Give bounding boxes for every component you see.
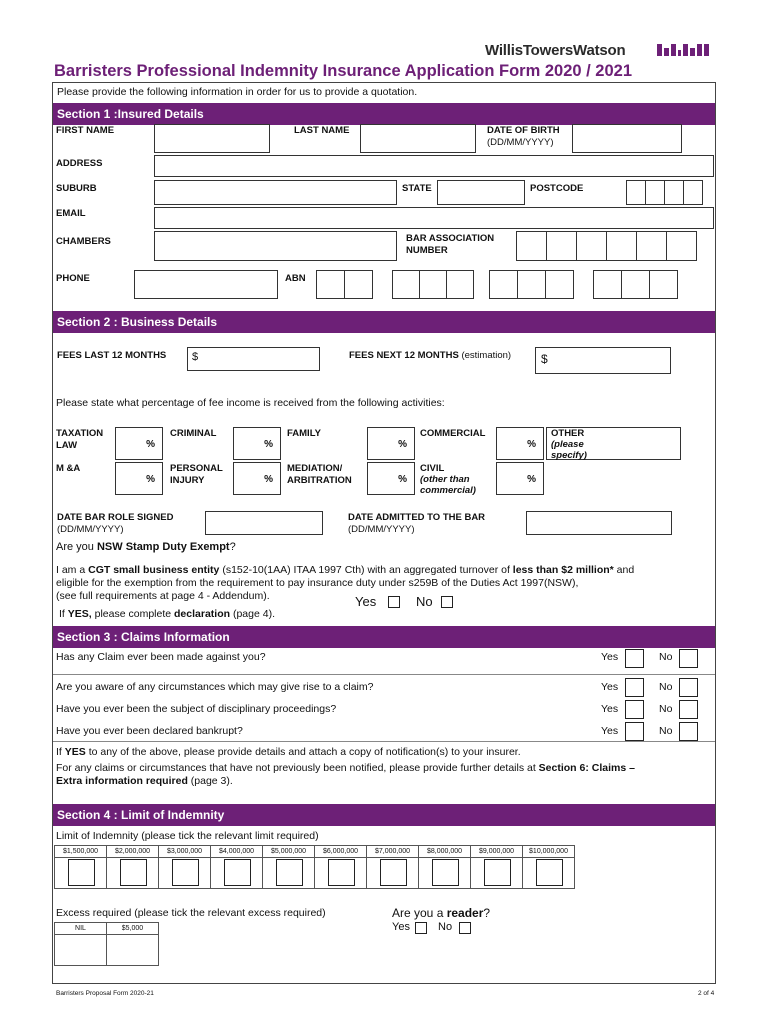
excess-prompt: Excess required (please tick the relevant excess required) <box>56 907 326 919</box>
intro-text: Please provide the following information in order for us to provide a quotation. <box>57 86 418 98</box>
stamp-yes-label: Yes <box>355 594 377 609</box>
limit-checkbox[interactable] <box>432 859 459 886</box>
abn-cells[interactable] <box>316 270 372 299</box>
act-personal-label-2: INJURY <box>170 475 205 486</box>
dollar-sign: $ <box>192 351 199 363</box>
limit-checkbox[interactable] <box>120 859 147 886</box>
claim-question-3: Have you ever been the subject of disciplinary proceedings? <box>56 703 337 715</box>
footer-form-name: Barristers Proposal Form 2020-21 <box>56 990 154 997</box>
fees-last-field[interactable] <box>187 347 320 371</box>
logo-text: WillisTowersWatson <box>485 42 626 59</box>
role-signed-label: DATE BAR ROLE SIGNED <box>57 512 174 523</box>
q2-yes-label: Yes <box>601 681 619 693</box>
fees-next-label: FEES NEXT 12 MONTHS (estimation) <box>349 350 512 361</box>
limit-option: $3,000,000 <box>158 845 211 889</box>
footer-page-number: 2 of 4 <box>698 990 715 997</box>
phone-field[interactable] <box>134 270 278 299</box>
limit-option: $2,000,000 <box>106 845 159 889</box>
act-taxation-label-2: LAW <box>56 440 78 451</box>
email-field[interactable] <box>154 207 714 229</box>
claim-question-4: Have you ever been declared bankrupt? <box>56 725 243 737</box>
divider <box>53 674 715 675</box>
page-title: Barristers Professional Indemnity Insurance Application Form 2020 / 2021 <box>54 62 633 80</box>
excess-option: NIL <box>54 922 107 966</box>
limit-checkbox[interactable] <box>276 859 303 886</box>
reader-question: Are you a reader? <box>392 906 491 920</box>
ma-pct-field[interactable]: % <box>115 462 163 495</box>
act-commercial-label: COMMERCIAL <box>420 428 486 439</box>
if-yes-declaration: If YES, please complete declaration (page 4). <box>59 608 275 620</box>
abn-cells-3[interactable] <box>489 270 573 299</box>
section1-header: Section 1 :Insured Details <box>53 103 715 125</box>
reader-yes-label: Yes <box>392 921 410 933</box>
limit-options <box>54 845 574 889</box>
suburb-field[interactable] <box>154 180 397 205</box>
chambers-label: CHAMBERS <box>56 236 111 247</box>
act-civil-label: CIVIL <box>420 463 445 474</box>
activities-prompt: Please state what percentage of fee income is received from the following activities: <box>56 397 445 409</box>
limit-option: $9,000,000 <box>470 845 523 889</box>
suburb-label: SUBURB <box>56 183 97 194</box>
bar-assoc-label-1: BAR ASSOCIATION <box>406 233 495 244</box>
admitted-field[interactable] <box>526 511 672 535</box>
admitted-label: DATE ADMITTED TO THE BAR <box>348 512 486 523</box>
act-taxation-label: TAXATION <box>56 428 104 439</box>
last-name-label: LAST NAME <box>294 125 350 136</box>
taxation-pct-field[interactable]: % <box>115 427 163 460</box>
q1-no-label: No <box>659 651 673 663</box>
limit-option: $8,000,000 <box>418 845 471 889</box>
abn-label: ABN <box>285 273 306 284</box>
q3-yes-checkbox[interactable] <box>625 700 644 719</box>
q4-yes-label: Yes <box>601 725 619 737</box>
q4-yes-checkbox[interactable] <box>625 722 644 741</box>
abn-cells-2[interactable] <box>392 270 473 299</box>
act-other-label-2: (please <box>551 439 584 450</box>
first-name-field[interactable] <box>154 124 270 153</box>
section2-header: Section 2 : Business Details <box>53 311 715 333</box>
act-criminal-label: CRIMINAL <box>170 428 217 439</box>
limit-option: $6,000,000 <box>314 845 367 889</box>
stamp-no-label: No <box>416 594 433 609</box>
act-ma-label: M &A <box>56 463 81 474</box>
limit-checkbox[interactable] <box>484 859 511 886</box>
first-name-label: FIRST NAME <box>56 125 115 136</box>
reader-no-checkbox[interactable] <box>459 922 471 934</box>
limit-checkbox[interactable] <box>68 859 95 886</box>
reader-no-label: No <box>438 921 453 933</box>
limit-checkbox[interactable] <box>224 859 251 886</box>
excess-options <box>54 922 158 966</box>
personal-pct-field[interactable]: % <box>233 462 281 495</box>
family-pct-field[interactable]: % <box>367 427 415 460</box>
limit-checkbox[interactable] <box>536 859 563 886</box>
last-name-field[interactable] <box>360 124 476 153</box>
limit-option: $5,000,000 <box>262 845 315 889</box>
commercial-pct-field[interactable]: % <box>496 427 544 460</box>
limit-option: $4,000,000 <box>210 845 263 889</box>
limit-checkbox[interactable] <box>380 859 407 886</box>
dollar-sign: $ <box>541 352 548 366</box>
act-mediation-label-2: ARBITRATION <box>287 475 352 486</box>
q2-no-checkbox[interactable] <box>679 678 698 697</box>
section3-header: Section 3 : Claims Information <box>53 626 715 648</box>
act-mediation-label: MEDIATION/ <box>287 463 343 474</box>
act-civil-label-3: commercial) <box>420 485 476 496</box>
act-other-label-3: specify) <box>551 450 587 461</box>
role-signed-format: (DD/MM/YYYY) <box>57 524 124 535</box>
q1-yes-label: Yes <box>601 651 619 663</box>
excess-option: $5,000 <box>106 922 159 966</box>
dob-label: DATE OF BIRTH <box>487 125 560 136</box>
abn-cells-4[interactable] <box>593 270 677 299</box>
q3-no-label: No <box>659 703 673 715</box>
address-label: ADDRESS <box>56 158 103 169</box>
q4-no-label: No <box>659 725 673 737</box>
postcode-label: POSTCODE <box>530 183 584 194</box>
limit-checkbox[interactable] <box>172 859 199 886</box>
act-personal-label: PERSONAL <box>170 463 223 474</box>
claim-question-1: Has any Claim ever been made against you? <box>56 651 266 663</box>
act-civil-label-2: (other than <box>420 474 470 485</box>
bar-assoc-label-2: NUMBER <box>406 245 448 256</box>
address-field[interactable] <box>154 155 714 177</box>
divider <box>53 741 715 742</box>
postcode-cells[interactable] <box>626 180 702 205</box>
state-label: STATE <box>402 183 432 194</box>
claims-note-1: If YES to any of the above, please provide details and attach a copy of notification(s) to your insurer. <box>56 746 521 758</box>
chambers-field[interactable] <box>154 231 397 261</box>
state-field[interactable] <box>437 180 525 205</box>
q2-yes-checkbox[interactable] <box>625 678 644 697</box>
willis-bars-icon <box>657 44 709 56</box>
civil-pct-field[interactable]: % <box>496 462 544 495</box>
cgt-line-3: (see full requirements at page 4 - Addendum). <box>56 590 270 602</box>
email-label: EMAIL <box>56 208 86 219</box>
stamp-no-checkbox[interactable] <box>441 596 453 608</box>
limit-checkbox[interactable] <box>328 859 355 886</box>
claims-note-2: For any claims or circumstances that have not previously been notified, please provide further details at Section 6: Claims – <box>56 762 635 774</box>
claims-note-3: Extra information required (page 3). <box>56 775 233 787</box>
criminal-pct-field[interactable]: % <box>233 427 281 460</box>
fees-next-field[interactable] <box>535 347 671 374</box>
q1-no-checkbox[interactable] <box>679 649 698 668</box>
role-signed-field[interactable] <box>205 511 323 535</box>
dob-format: (DD/MM/YYYY) <box>487 137 554 148</box>
mediation-pct-field[interactable]: % <box>367 462 415 495</box>
claim-question-2: Are you aware of any circumstances which may give rise to a claim? <box>56 681 374 693</box>
phone-label: PHONE <box>56 273 90 284</box>
q4-no-checkbox[interactable] <box>679 722 698 741</box>
q3-no-checkbox[interactable] <box>679 700 698 719</box>
limit-option: $7,000,000 <box>366 845 419 889</box>
stamp-duty-question: Are you NSW Stamp Duty Exempt? <box>56 541 236 553</box>
fees-last-label: FEES LAST 12 MONTHS <box>57 350 167 361</box>
limit-prompt: Limit of Indemnity (please tick the relevant limit required) <box>56 830 319 842</box>
q3-yes-label: Yes <box>601 703 619 715</box>
act-family-label: FAMILY <box>287 428 321 439</box>
dob-field[interactable] <box>572 124 682 153</box>
section4-header: Section 4 : Limit of Indemnity <box>53 804 715 826</box>
reader-yes-checkbox[interactable] <box>415 922 427 934</box>
q1-yes-checkbox[interactable] <box>625 649 644 668</box>
limit-option: $1,500,000 <box>54 845 107 889</box>
q2-no-label: No <box>659 681 673 693</box>
limit-option: $10,000,000 <box>522 845 575 889</box>
stamp-yes-checkbox[interactable] <box>388 596 400 608</box>
bar-assoc-cells[interactable] <box>516 231 696 261</box>
act-other-label: OTHER <box>551 428 585 439</box>
cgt-line-1: I am a CGT small business entity (s152-10(1AA) ITAA 1997 Cth) with an aggregated turnover of less than $2 million* and <box>56 564 635 576</box>
cgt-line-2: eligible for the exemption from the requirement to pay insurance duty under s259B of the Duties Act 1997(NSW), <box>56 577 579 589</box>
admitted-format: (DD/MM/YYYY) <box>348 524 415 535</box>
